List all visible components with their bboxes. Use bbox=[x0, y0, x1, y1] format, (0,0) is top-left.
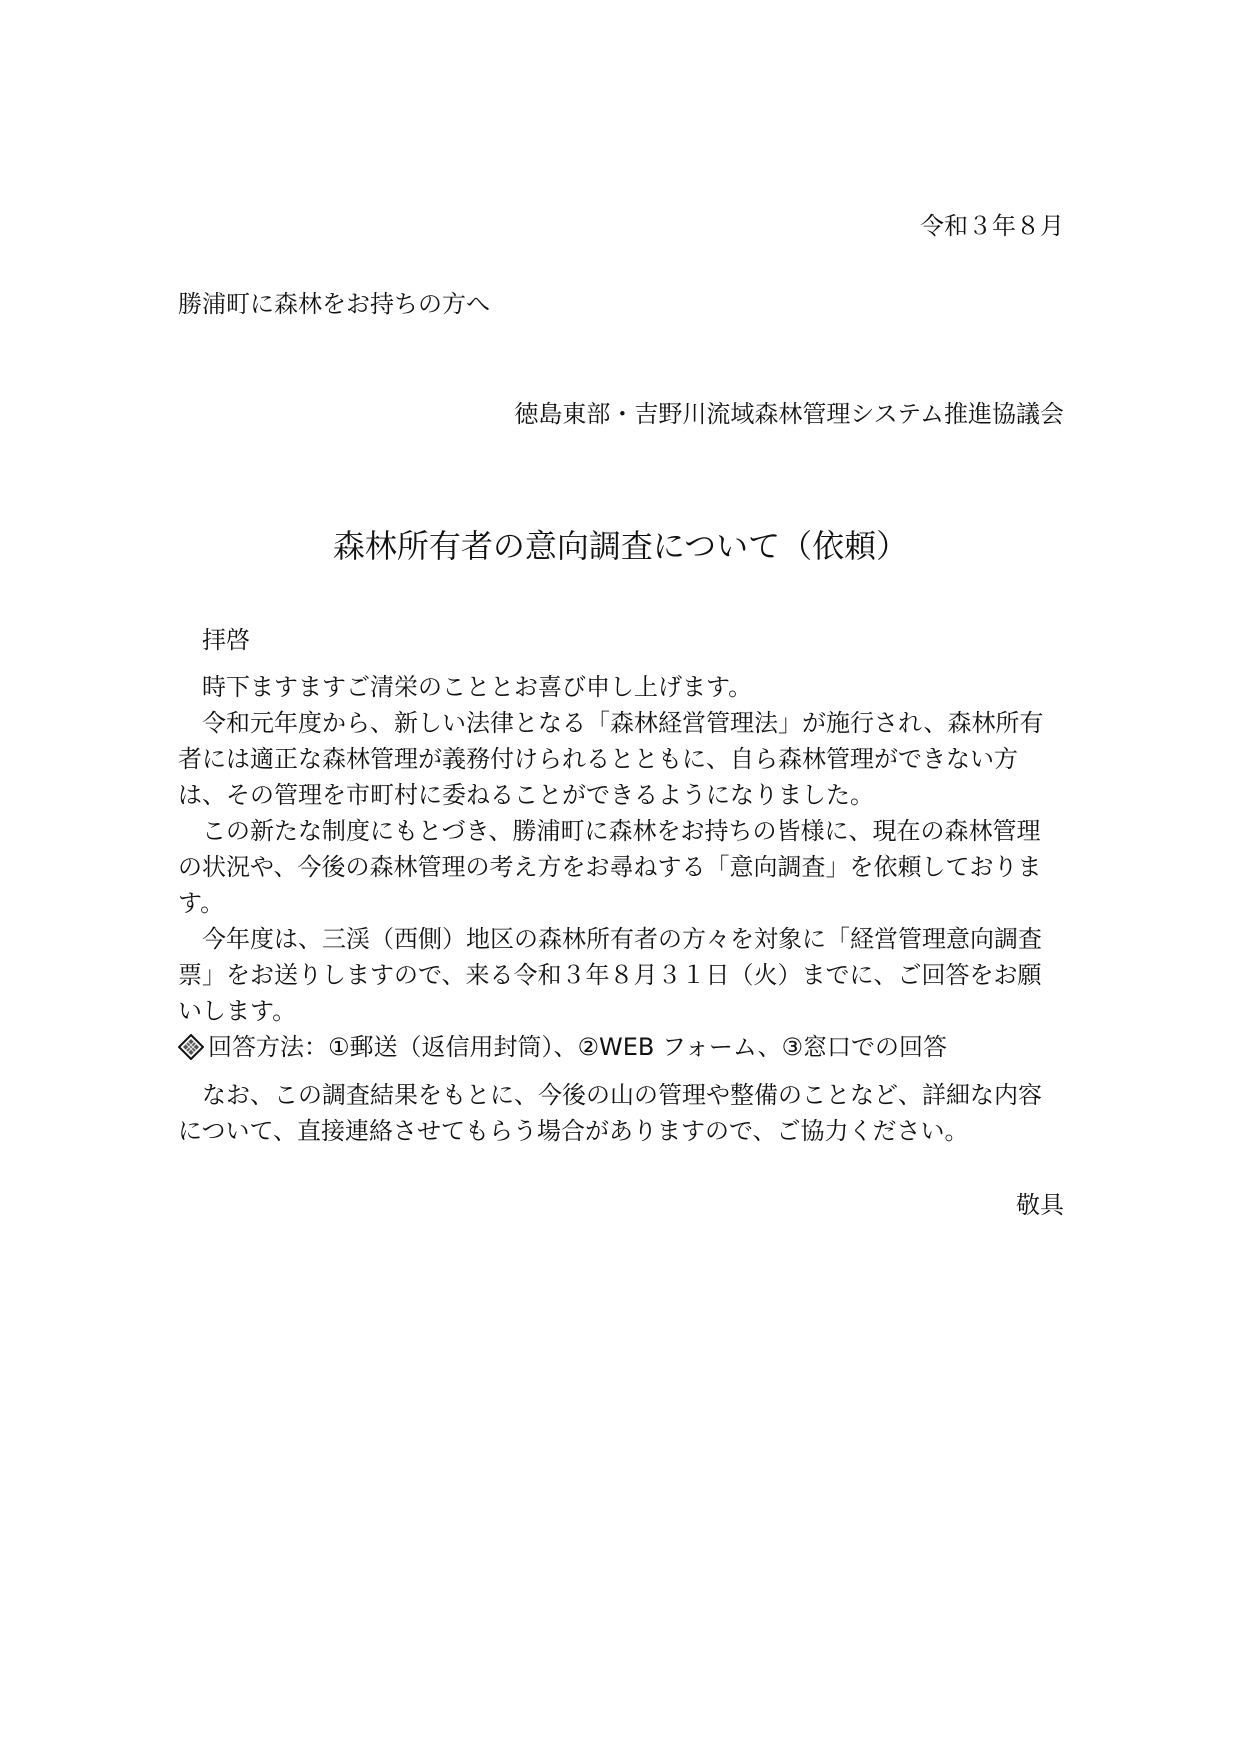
paragraph-2-line-1: 令和元年度から、新しい法律となる「森林経営管理法」が施行され、森林所有 bbox=[202, 709, 1044, 737]
letter-recipient: 勝浦町に森林をお持ちの方へ bbox=[178, 290, 490, 318]
paragraph-3-line-3: す。 bbox=[178, 889, 225, 917]
letter-title: 森林所有者の意向調査について（依頼） bbox=[332, 527, 909, 565]
paragraph-3-line-2: の状況や、今後の森林管理の考え方をお尋ねする「意向調査」を依頼しておりま bbox=[178, 853, 1042, 881]
paragraph-5-line-2: について、直接連絡させてもらう場合がありますので、ご協力ください。 bbox=[178, 1117, 969, 1145]
paragraph-2-line-2: 者には適正な森林管理が義務付けられるとともに、自ら森林管理ができない方 bbox=[178, 745, 1018, 773]
answer-methods-text: 回答方法：①郵送（返信用封筒）、②WEB フォーム、③窓口での回答 bbox=[208, 1033, 948, 1061]
paragraph-3-line-1: この新たな制度にもとづき、勝浦町に森林をお持ちの皆様に、現在の森林管理 bbox=[202, 817, 1041, 845]
answer-methods-line bbox=[178, 1029, 1066, 1065]
letter-date: 令和３年８月 bbox=[920, 212, 1064, 240]
letter-opening: 拝啓 bbox=[202, 626, 250, 654]
letter-sender: 徳島東部・吉野川流域森林管理システム推進協議会 bbox=[514, 400, 1064, 428]
paragraph-5-line-1: なお、この調査結果をもとに、今後の山の管理や整備のことなど、詳細な内容 bbox=[202, 1081, 1042, 1109]
paragraph-4-line-2: 票」をお送りしますので、来る令和３年８月３１日（火）までに、ご回答をお願 bbox=[178, 961, 1042, 989]
diamond-bullet-icon bbox=[178, 1034, 204, 1060]
paragraph-4-line-1: 今年度は、三渓（西側）地区の森林所有者の方々を対象に「経営管理意向調査 bbox=[202, 925, 1042, 953]
paragraph-2-line-3: は、その管理を市町村に委ねることができるようになりました。 bbox=[178, 781, 874, 809]
paragraph-4-line-3: いします。 bbox=[178, 997, 297, 1025]
paragraph-1-line-1: 時下ますますご清栄のこととお喜び申し上げます。 bbox=[202, 673, 753, 701]
spacer bbox=[178, 1065, 1066, 1077]
letter-closing: 敬具 bbox=[1016, 1191, 1064, 1219]
letter-body bbox=[178, 669, 1066, 1149]
